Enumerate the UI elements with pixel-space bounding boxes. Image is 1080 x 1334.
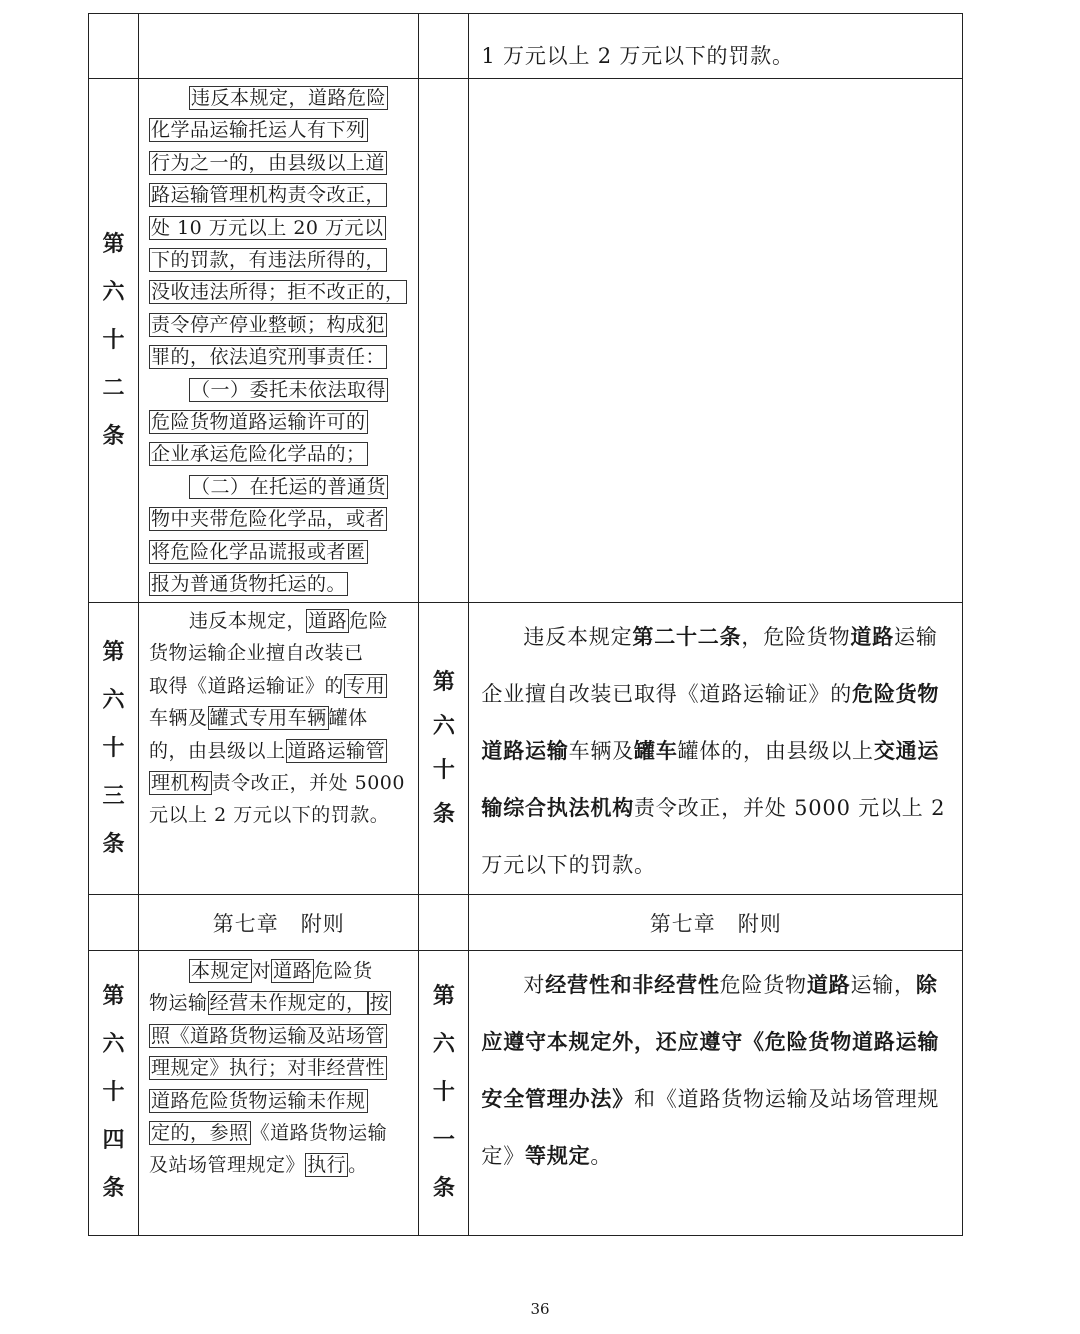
deleted-text: 责令停产停业整顿；构成犯	[151, 313, 386, 336]
deleted-text: 没收违法所得；拒不改正的，	[151, 281, 405, 304]
deleted-text: 行为之一的，由县级以上道	[151, 151, 386, 174]
page-number: 36	[530, 1300, 550, 1318]
old-text-cell	[139, 79, 419, 603]
table-row	[89, 14, 963, 79]
added-text: 道路	[850, 625, 895, 649]
deleted-text: （一）委托未依法取得	[191, 378, 387, 401]
deleted-text: 理规定》执行；对非经营性	[151, 1057, 386, 1080]
deleted-text: 按	[369, 992, 390, 1015]
new-text-cell	[469, 79, 963, 603]
deleted-text: 道路	[308, 610, 348, 632]
deleted-text: 违反本规定，道路危险	[191, 87, 387, 109]
new-article-text: 违反本规定第二十二条，危险货物道路运输企业擅自改装已取得《道路运输证》的危险货物道路运输车辆及罐车罐体的，由县级以上交通运输综合执法机构责令改正，并处 5000 元以上 2 万元以下的罚款。	[481, 625, 946, 877]
new-article-text: 对经营性和非经营性危险货物道路运输，除应遵守本规定外，还应遵守《危险货物道路运输安全管理办法》和《道路货物运输及站场管理规定》等规定。	[481, 973, 940, 1168]
added-text: 除应遵守本规定外，还应遵守《危险货物道路运输安全管理办法》	[481, 973, 940, 1111]
old-text-cell: 本规定 对 道路 危险货 物运输 经营未作规定的， 按 照《道路货物运输及站场管 理规定》执行；对非经营性 道路危险货物运输未作规 定的，参照 《道路货物运输 及站场管理规定》 执行 。	[139, 951, 419, 1236]
deleted-text: 路运输管理机构责令改正，	[151, 184, 386, 207]
old-text-cell	[139, 14, 419, 79]
deleted-text: 道路	[273, 960, 313, 982]
table-row	[89, 951, 963, 1236]
added-text: 第二十二条	[632, 625, 742, 649]
deleted-text: 罐式专用车辆	[209, 707, 327, 730]
deleted-text: 物中夹带危险化学品，或者	[151, 508, 386, 531]
old-text-cell: 违反本规定， 道路 危险 货物运输企业擅自改装已 取得《道路运输证》的 专用 车辆及 罐式专用车辆 罐体 的，由县级以上 道路运输管 理机构 责令改正，并处 5000 元以上 2 万元以下的罚款。	[139, 603, 419, 895]
old-article-cell	[89, 14, 139, 79]
deleted-text: 企业承运危险化学品的；	[151, 443, 366, 466]
deleted-text: 报为普通货物托运的。	[151, 573, 347, 596]
old-article-label: 第 六 十 二 条	[89, 79, 139, 603]
table-row	[89, 895, 963, 951]
new-article-label: 第 六 十 条	[419, 603, 469, 895]
deleted-text: 照《道路货物运输及站场管	[151, 1024, 386, 1047]
deleted-text: 定的，参照	[151, 1122, 249, 1145]
new-article-cell	[419, 79, 469, 603]
added-text: 危险货物道路运输	[481, 682, 940, 763]
old-article-label: 第 六 十 三 条	[89, 603, 139, 895]
new-article-label: 第 六 十 一 条	[419, 951, 469, 1236]
added-text: 罐车	[634, 739, 678, 763]
deleted-text: 危险货物道路运输许可的	[151, 411, 366, 434]
chapter-heading: 第七章 附则	[139, 895, 419, 951]
table-row	[89, 79, 963, 603]
deleted-text: 将危险化学品谎报或者匿	[151, 540, 366, 563]
new-article-cell	[419, 14, 469, 79]
comparison-table	[88, 13, 963, 1236]
new-text-cell	[469, 603, 963, 895]
deleted-text: 道路危险货物运输未作规	[151, 1089, 366, 1112]
deleted-text: 执行	[307, 1154, 347, 1177]
added-text: 道路	[806, 973, 851, 997]
added-text: 等规定	[525, 1144, 591, 1168]
deleted-text: 本规定	[191, 960, 250, 982]
deleted-text: 专用	[346, 674, 386, 697]
deleted-text: 理机构	[151, 772, 210, 795]
old-article-label: 第 六 十 四 条	[89, 951, 139, 1236]
new-text-cell	[469, 951, 963, 1236]
table-row	[89, 603, 963, 895]
deleted-text: 下的罚款，有违法所得的，	[151, 249, 386, 272]
added-text: 交通运输综合执法机构	[481, 739, 940, 820]
deleted-text: 经营未作规定的，	[209, 992, 366, 1015]
deleted-text: 化学品运输托运人有下列	[151, 119, 366, 142]
added-text: 经营性和非经营性	[545, 973, 720, 997]
deleted-text: （二）在托运的普通货	[191, 475, 387, 498]
deleted-text: 处 10 万元以上 20 万元以	[151, 216, 384, 239]
deleted-text: 道路运输管	[287, 739, 386, 762]
deleted-text: 罪的，依法追究刑事责任：	[151, 346, 386, 369]
new-text-cell	[469, 14, 963, 79]
continuation-text: 1 万元以上 2 万元以下的罚款。	[481, 44, 794, 68]
chapter-heading: 第七章 附则	[469, 895, 963, 951]
